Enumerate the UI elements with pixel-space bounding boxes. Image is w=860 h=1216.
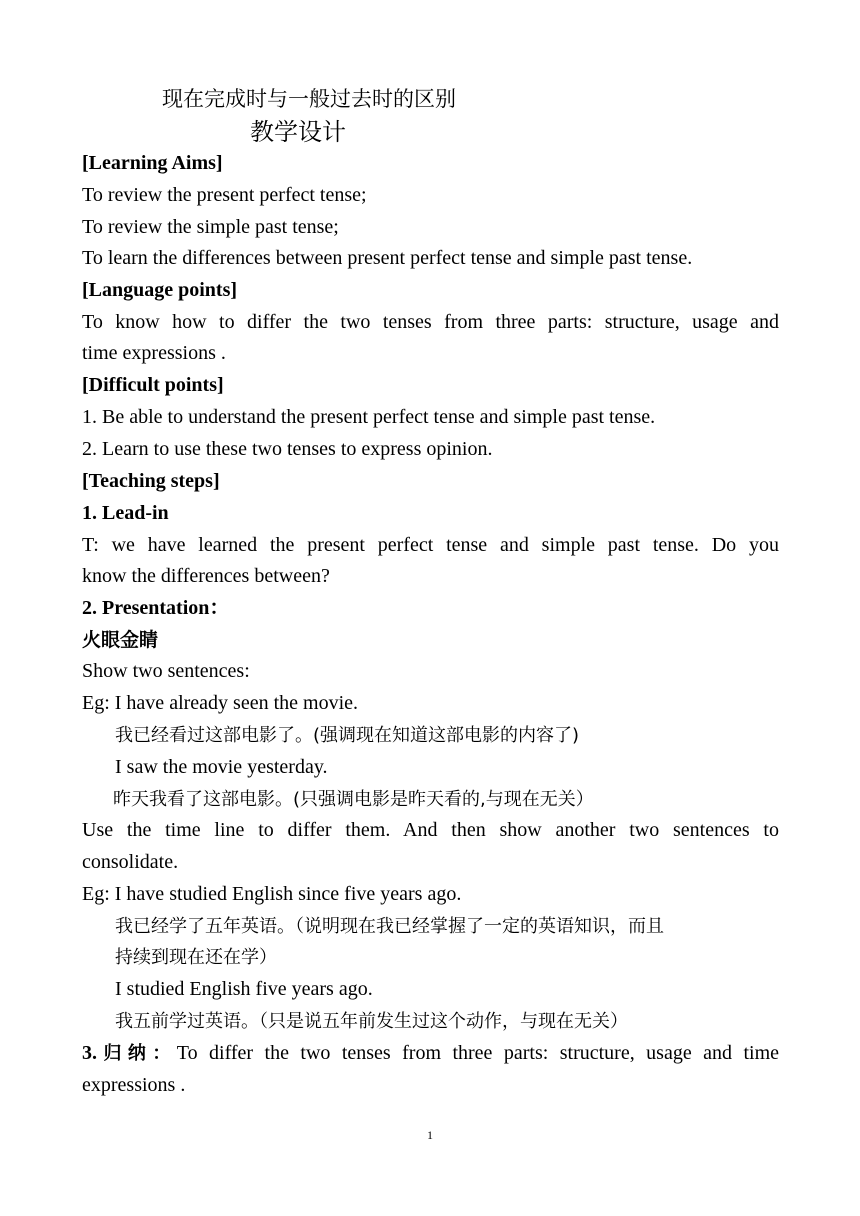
example-sentence: I saw the movie yesterday. <box>115 756 328 778</box>
difficult-points-heading: [Difficult points] <box>82 374 224 396</box>
difficult-point-item: 2. Learn to use these two tenses to express opinion. <box>82 438 493 460</box>
example-sentence: I studied English five years ago. <box>115 978 373 1000</box>
learning-aim-item: To review the present perfect tense; <box>82 184 367 206</box>
translation-note: (强调现在知道这部电影的内容了) <box>313 725 580 746</box>
learning-aim-item: To learn the differences between present perfect tense and simple past tense. <box>82 247 693 269</box>
page-number: 1 <box>427 1128 433 1142</box>
example-translation <box>115 1006 779 1037</box>
lead-in-heading: 1. Lead-in <box>82 502 169 524</box>
translation-text: 我五前学过英语。（只是说五年前发生过这个动作，与现在无关） <box>115 1011 628 1032</box>
language-points-text: To know how to differ the two tenses from three parts: structure, usage and <box>82 311 779 333</box>
summary-line <box>82 1038 779 1069</box>
timeline-instruction: Use the time line to differ them. And then show another two sentences to <box>82 819 779 841</box>
difficult-point-item: 1. Be able to understand the present perfect tense and simple past tense. <box>82 406 656 428</box>
example-translation <box>115 942 779 973</box>
example-sentence: Eg: I have already seen the movie. <box>82 692 358 714</box>
summary-label: 归纳： <box>97 1043 177 1064</box>
summary-text: expressions . <box>82 1074 186 1096</box>
lead-in-text: know the differences between? <box>82 565 330 587</box>
example-sentence: Eg: I have studied English since five years ago. <box>82 883 462 905</box>
example-translation <box>113 784 810 815</box>
learning-aim-item: To review the simple past tense; <box>82 216 339 238</box>
example-translation <box>115 911 779 942</box>
presentation-intro: Show two sentences: <box>82 660 250 682</box>
teaching-steps-heading: [Teaching steps] <box>82 470 220 492</box>
translation-text: 持续到现在还在学） <box>115 947 277 968</box>
translation-text: 我已经学了五年英语。（说明现在我已经掌握了一定的英语知识，而且 <box>115 916 664 937</box>
document-title: 现在完成时与一般过去时的区别 <box>162 87 456 111</box>
translation-text: 我已经看过这部电影了。 <box>115 725 313 746</box>
lead-in-text: T: we have learned the present perfect tense and simple past tense. Do you <box>82 534 779 556</box>
summary-number: 3. <box>82 1042 97 1064</box>
summary-text: To differ the two tenses from three parts: structure, usage and time <box>176 1042 779 1064</box>
language-points-text: time expressions . <box>82 342 226 364</box>
timeline-instruction: consolidate. <box>82 851 179 873</box>
translation-note: (只强调电影是昨天看的,与现在无关） <box>293 789 594 810</box>
language-points-heading: [Language points] <box>82 279 238 301</box>
learning-aims-heading: [Learning Aims] <box>82 152 223 174</box>
presentation-subheading: 火眼金睛 <box>82 629 159 651</box>
translation-text: 昨天我看了这部电影。 <box>113 789 293 810</box>
example-translation <box>115 720 779 751</box>
document-subtitle: 教学设计 <box>250 118 346 146</box>
presentation-heading: 2. Presentation： <box>82 597 230 619</box>
